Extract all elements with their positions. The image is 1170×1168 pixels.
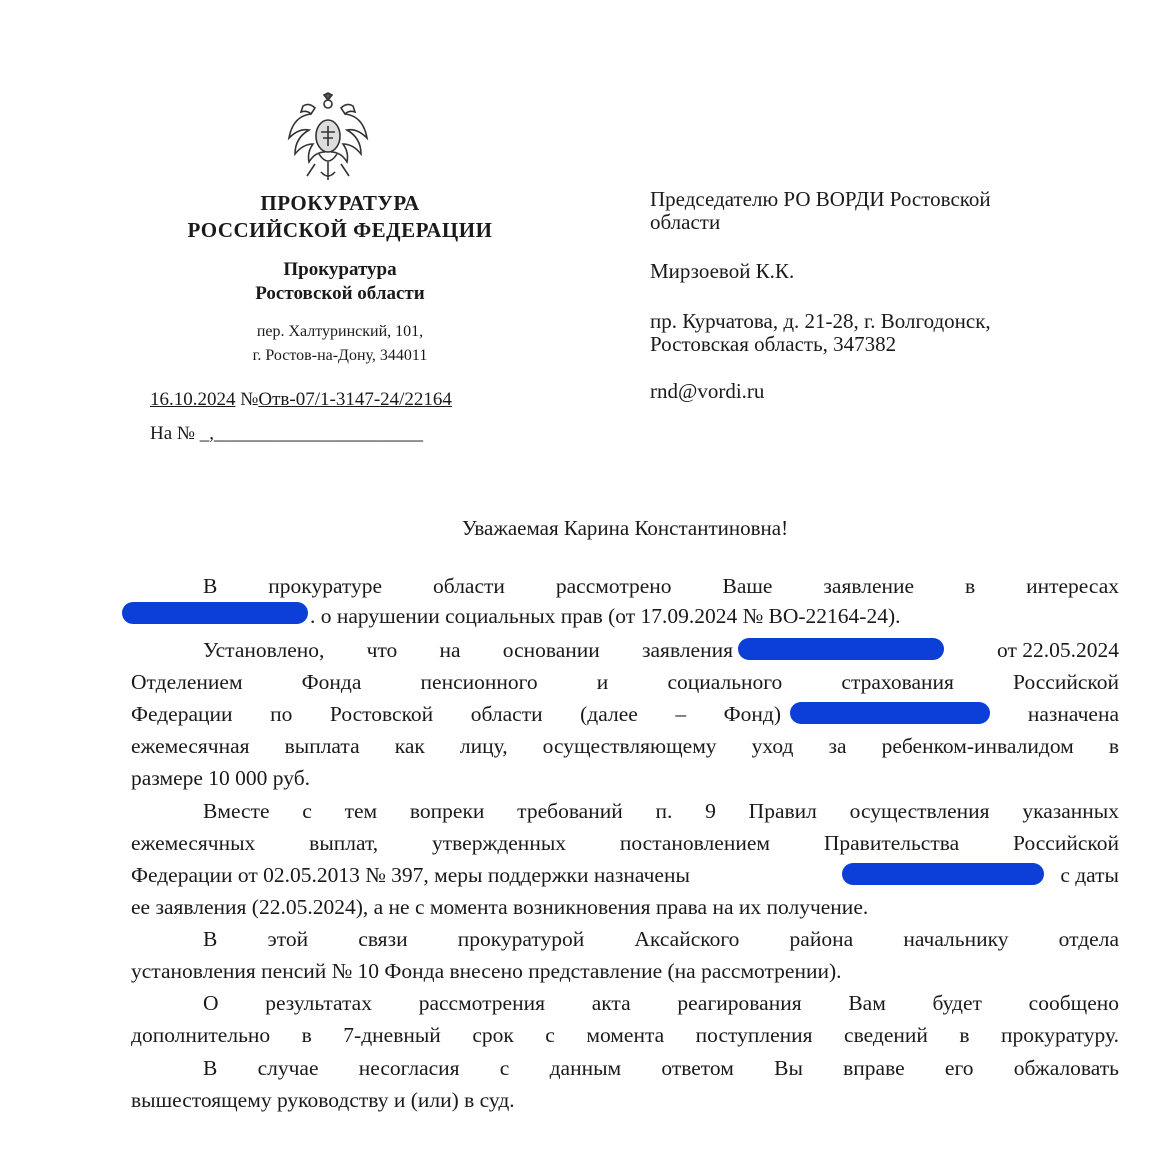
org-line2: РОССИЙСКОЙ ФЕДЕРАЦИИ — [187, 218, 493, 242]
p4-line2: установления пенсий № 10 Фонда внесено представление (на рассмотрении). — [131, 959, 842, 983]
sub-org — [170, 258, 510, 306]
org-address-line1: пер. Халтуринский, 101, — [256, 323, 424, 340]
p2-line1-b: от 22.05.2024 — [997, 638, 1119, 662]
redaction-mark — [790, 702, 990, 724]
p3-line1: Вместе с тем вопреки требований п. 9 Правил осуществления указанных — [203, 799, 1119, 823]
redaction-mark — [738, 638, 944, 660]
p2-line3-b: назначена — [1027, 702, 1119, 726]
redaction-mark — [842, 863, 1044, 885]
reg-number: Отв-07/1-3147-24/22164 — [258, 389, 452, 410]
recipient-address-line1: пр. Курчатова, д. 21-28, г. Волгодонск, — [650, 309, 991, 333]
org-address — [170, 320, 510, 368]
p2-line3-a: Федерации по Ростовской области (далее – Фонд) — [131, 702, 781, 726]
recipient-address-line2: Ростовская область, 347382 — [650, 332, 897, 356]
sub-org-line2: Ростовской области — [255, 283, 425, 304]
recipient-address — [650, 310, 1130, 356]
p2-line1-a: Установлено, что на основании заявления — [203, 638, 733, 662]
p5-line2: дополнительно в 7-дневный срок с момента поступления сведений в прокуратуру. — [131, 1023, 1119, 1047]
registration-line — [150, 388, 452, 412]
recipient-email: rnd@vordi.ru — [650, 379, 765, 403]
recipient-title — [650, 188, 1130, 234]
p2-line2: Отделением Фонда пенсионного и социального страхования Российской — [131, 670, 1119, 694]
recipient-name: Мирзоевой К.К. — [650, 259, 795, 283]
org-title — [150, 190, 530, 244]
p1-line2: . о нарушении социальных прав (от 17.09.2024 № ВО-22164-24). — [310, 604, 901, 628]
reg-date: 16.10.2024 — [150, 389, 236, 410]
sub-org-line1: Прокуратура — [283, 259, 397, 280]
p3-line4: ее заявления (22.05.2024), а не с момента возникновения права на их получение. — [131, 895, 869, 919]
p3-line3-b: с даты — [1060, 863, 1119, 887]
p3-line2: ежемесячных выплат, утвержденных постановлением Правительства Российской — [131, 831, 1119, 855]
p5-line1: О результатах рассмотрения акта реагирования Вам будет сообщено — [203, 991, 1119, 1015]
p2-line5: размере 10 000 руб. — [131, 766, 311, 790]
p4-line1: В этой связи прокуратурой Аксайского района начальнику отдела — [203, 927, 1119, 951]
reg-sign: № — [240, 389, 259, 410]
double-headed-eagle-emblem-icon — [285, 92, 371, 184]
org-line1: ПРОКУРАТУРА — [260, 191, 420, 215]
greeting: Уважаемая Карина Константиновна! — [461, 516, 789, 540]
recipient-title-line1: Председателю РО ВОРДИ Ростовской — [650, 187, 991, 211]
reference-line — [150, 422, 423, 446]
ref-label: На № — [150, 423, 196, 444]
p3-line3-a: Федерации от 02.05.2013 № 397, меры поддержки назначены — [131, 863, 690, 887]
p6-line1: В случае несогласия с данным ответом Вы вправе его обжаловать — [203, 1056, 1119, 1080]
recipient-title-line2: области — [650, 210, 721, 234]
p1-line1: В прокуратуре области рассмотрено Ваше заявление в интересах — [203, 574, 1119, 598]
redaction-mark — [122, 602, 308, 624]
p6-line2: вышестоящему руководству и (или) в суд. — [131, 1088, 515, 1112]
p2-line4: ежемесячная выплата как лицу, осуществляющему уход за ребенком-инвалидом в — [131, 734, 1119, 758]
org-address-line2: г. Ростов-на-Дону, 344011 — [252, 347, 428, 364]
ref-value: _,______________________ — [199, 423, 424, 444]
